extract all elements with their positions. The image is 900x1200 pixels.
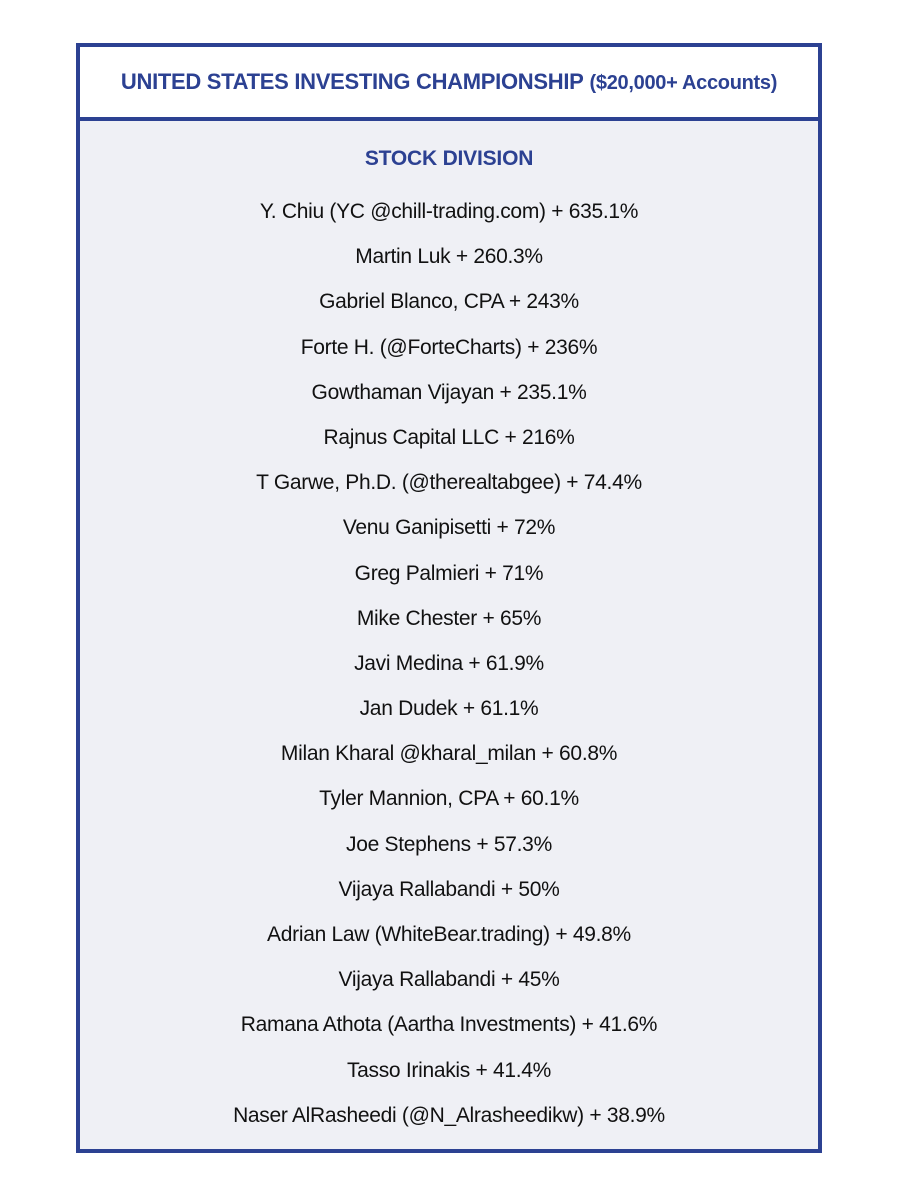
results-panel — [76, 43, 822, 1153]
list-item: Jan Dudek + 61.1% — [359, 697, 539, 721]
list-item: Tasso Irinakis + 41.4% — [346, 1058, 552, 1082]
list-item: T Garwe, Ph.D. (@therealtabgee) + 74.4% — [256, 471, 642, 495]
division-title: STOCK DIVISION — [364, 147, 534, 170]
page-title — [121, 69, 777, 95]
list-item: Gabriel Blanco, CPA + 243% — [319, 290, 579, 314]
list-item: Javi Medina + 61.9% — [354, 651, 544, 675]
list-item: Naser AlRasheedi (@N_Alrasheedikw) + 38.9% — [233, 1103, 665, 1127]
results-list — [80, 189, 818, 1138]
account-size-subtitle: ($20,000+ Accounts) — [589, 72, 778, 94]
list-item: Vijaya Rallabandi + 45% — [338, 968, 560, 992]
list-item: Venu Ganipisetti + 72% — [342, 516, 556, 540]
championship-title: UNITED STATES INVESTING CHAMPIONSHIP — [120, 69, 584, 94]
list-item: Milan Kharal @kharal_milan + 60.8% — [280, 742, 618, 766]
list-item: Rajnus Capital LLC + 216% — [323, 425, 575, 449]
list-item: Joe Stephens + 57.3% — [346, 832, 552, 856]
list-item: Gowthaman Vijayan + 235.1% — [311, 380, 587, 404]
list-item: Mike Chester + 65% — [356, 606, 542, 630]
list-item: Tyler Mannion, CPA + 60.1% — [319, 787, 579, 811]
list-item: Greg Palmieri + 71% — [354, 561, 544, 585]
list-item: Forte H. (@ForteCharts) + 236% — [300, 335, 598, 359]
list-item: Vijaya Rallabandi + 50% — [338, 877, 560, 901]
list-item: Martin Luk + 260.3% — [355, 245, 543, 269]
list-item: Adrian Law (WhiteBear.trading) + 49.8% — [267, 923, 631, 946]
list-item: Y. Chiu (YC @chill-trading.com) + 635.1% — [259, 200, 639, 223]
list-item: Ramana Athota (Aartha Investments) + 41.6% — [240, 1013, 658, 1037]
panel-header — [80, 47, 818, 121]
